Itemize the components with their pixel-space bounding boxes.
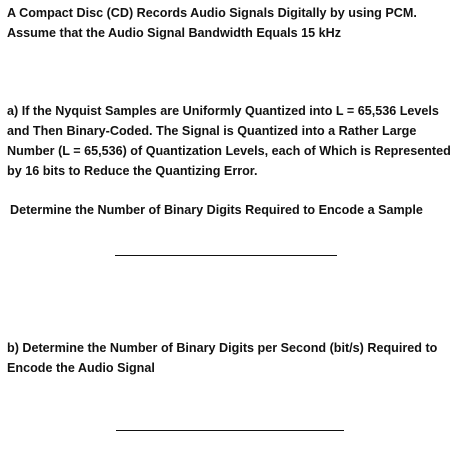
question-a-prompt-text: Determine the Number of Binary Digits Required to Encode a Sample <box>10 203 423 217</box>
intro-line-2: Assume that the Audio Signal Bandwidth Equals 15 kHz <box>7 26 342 40</box>
question-a-prompt <box>10 200 472 220</box>
answer-blank-b[interactable] <box>116 430 344 431</box>
question-b <box>7 338 469 378</box>
question-a-line-1: a) If the Nyquist Samples are Uniformly Quantized into L = 65,536 Levels <box>7 104 439 118</box>
question-a-line-3: Number (L = 65,536) of Quantization Levels, each of Which is Represented <box>7 144 451 158</box>
answer-blank-a[interactable] <box>115 255 337 256</box>
question-a-line-2: and Then Binary-Coded. The Signal is Quantized into a Rather Large <box>7 124 417 138</box>
question-b-line-1: b) Determine the Number of Binary Digits per Second (bit/s) Required to <box>7 341 438 355</box>
problem-intro <box>7 3 469 43</box>
question-a-line-4: by 16 bits to Reduce the Quantizing Error. <box>7 164 258 178</box>
question-a <box>7 101 469 181</box>
question-b-line-2: Encode the Audio Signal <box>7 361 155 375</box>
intro-line-1: A Compact Disc (CD) Records Audio Signals Digitally by using PCM. <box>7 6 417 20</box>
